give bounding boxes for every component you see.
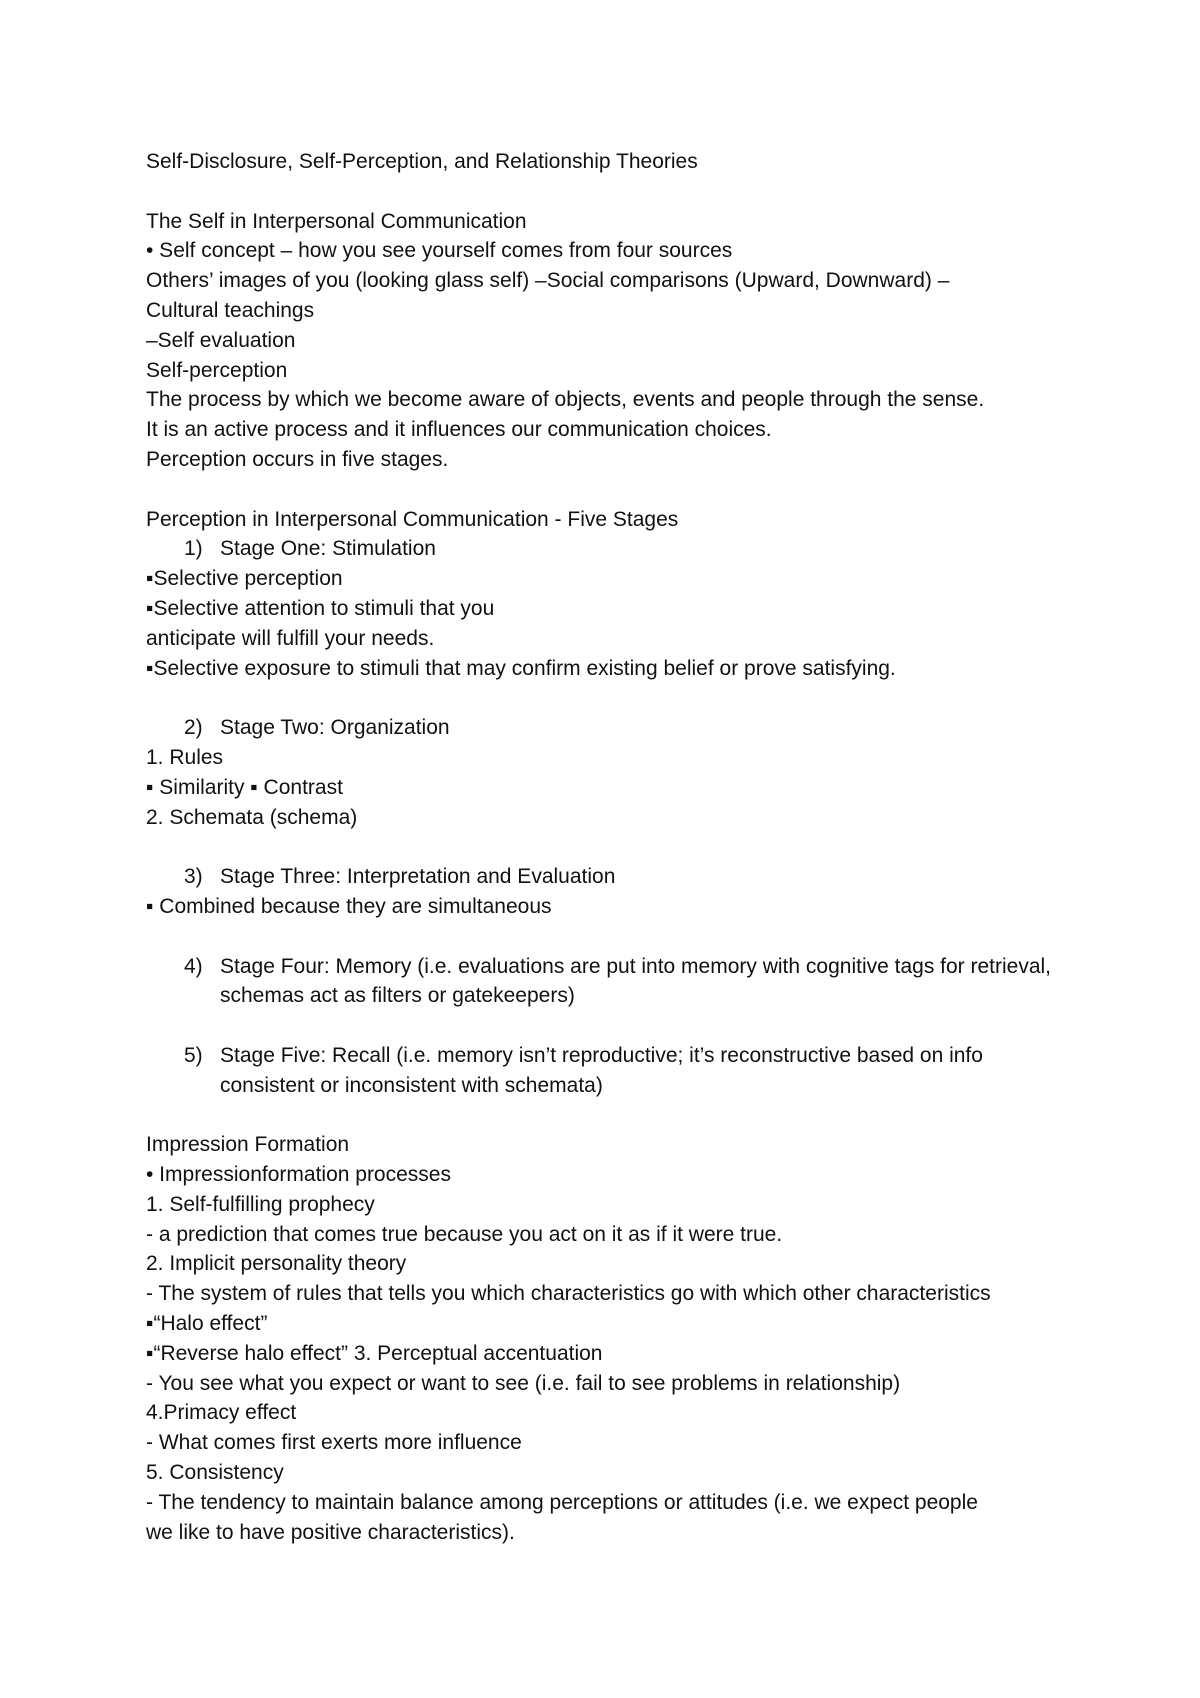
stage-five-item [146, 1041, 1076, 1101]
stage-number: 4) [184, 954, 203, 978]
self-section-line: Cultural teachings [146, 298, 315, 322]
self-section-heading: The Self in Interpersonal Communication [146, 209, 527, 233]
spacer [146, 1101, 1076, 1131]
stage-three-line: ▪ Combined because they are simultaneous [146, 894, 552, 918]
self-section-line: –Self evaluation [146, 328, 296, 352]
self-section-line: Others’ images of you (looking glass self) –Social comparisons (Upward, Downward) – [146, 269, 950, 293]
impression-line: • Impressionformation processes [146, 1163, 451, 1187]
stage-two-line: 2. Schemata (schema) [146, 805, 358, 829]
stage-label: Stage Three: Interpretation and Evaluation [220, 865, 616, 889]
self-section-line: • Self concept – how you see yourself comes from four sources [146, 239, 733, 263]
spacer [146, 922, 1076, 952]
stage-one-line: anticipate will fulfill your needs. [146, 626, 435, 650]
impression-line: 1. Self-fulfilling prophecy [146, 1192, 375, 1216]
stage-number: 1) [184, 537, 203, 561]
impression-line: - What comes first exerts more influence [146, 1431, 522, 1455]
self-section-line: The process by which we become aware of objects, events and people through the sense. [146, 388, 985, 412]
impression-line: 5. Consistency [146, 1461, 284, 1485]
impression-line: ▪“Reverse halo effect” 3. Perceptual accentuation [146, 1341, 603, 1365]
stage-two-line: 1. Rules [146, 745, 224, 769]
stage-label: Stage One: Stimulation [220, 537, 436, 561]
stage-two-line: ▪ Similarity ▪ Contrast [146, 775, 343, 799]
impression-line: - a prediction that comes true because you act on it as if it were true. [146, 1222, 783, 1246]
stage-label: Stage Five: Recall (i.e. memory isn’t reproductive; it’s reconstructive based on info consistent or inconsistent with schemata) [220, 1043, 983, 1097]
impression-line: 4.Primacy effect [146, 1401, 297, 1425]
spacer [146, 832, 1076, 862]
document-title: Self-Disclosure, Self-Perception, and Relationship Theories [146, 150, 698, 173]
impression-line: ▪“Halo effect” [146, 1312, 268, 1336]
stage-one-line: ▪Selective exposure to stimuli that may confirm existing belief or prove satisfying. [146, 656, 896, 680]
stage-two-item [146, 713, 1076, 743]
impression-line: - The tendency to maintain balance among perceptions or attitudes (i.e. we expect people [146, 1490, 978, 1514]
stage-one-line: ▪Selective attention to stimuli that you [146, 596, 495, 620]
stage-four-item [146, 952, 1076, 1012]
stage-number: 2) [184, 716, 203, 740]
impression-line: we like to have positive characteristics). [146, 1520, 515, 1544]
self-section-line: Perception occurs in five stages. [146, 447, 449, 471]
impression-line: - The system of rules that tells you which characteristics go with which other characteristics [146, 1282, 991, 1306]
impression-section-heading: Impression Formation [146, 1133, 350, 1157]
document-body [146, 147, 1076, 1547]
stage-number: 5) [184, 1043, 203, 1067]
spacer [146, 1011, 1076, 1041]
impression-line: 2. Implicit personality theory [146, 1252, 407, 1276]
stage-one-line: ▪Selective perception [146, 567, 343, 591]
stage-label: Stage Two: Organization [220, 716, 450, 740]
stage-one-item [146, 534, 1076, 564]
stage-label: Stage Four: Memory (i.e. evaluations are put into memory with cognitive tags for retrieval, schemas act as filters or gatekeepers) [220, 954, 1052, 1008]
impression-line: - You see what you expect or want to see (i.e. fail to see problems in relationship) [146, 1371, 901, 1395]
self-section-line: Self-perception [146, 358, 288, 382]
spacer [146, 475, 1076, 505]
stage-three-item [146, 862, 1076, 892]
spacer [146, 683, 1076, 713]
stage-number: 3) [184, 865, 203, 889]
perception-section-heading: Perception in Interpersonal Communication - Five Stages [146, 507, 679, 531]
self-section-line: It is an active process and it influences our communication choices. [146, 418, 772, 442]
spacer [146, 177, 1076, 207]
